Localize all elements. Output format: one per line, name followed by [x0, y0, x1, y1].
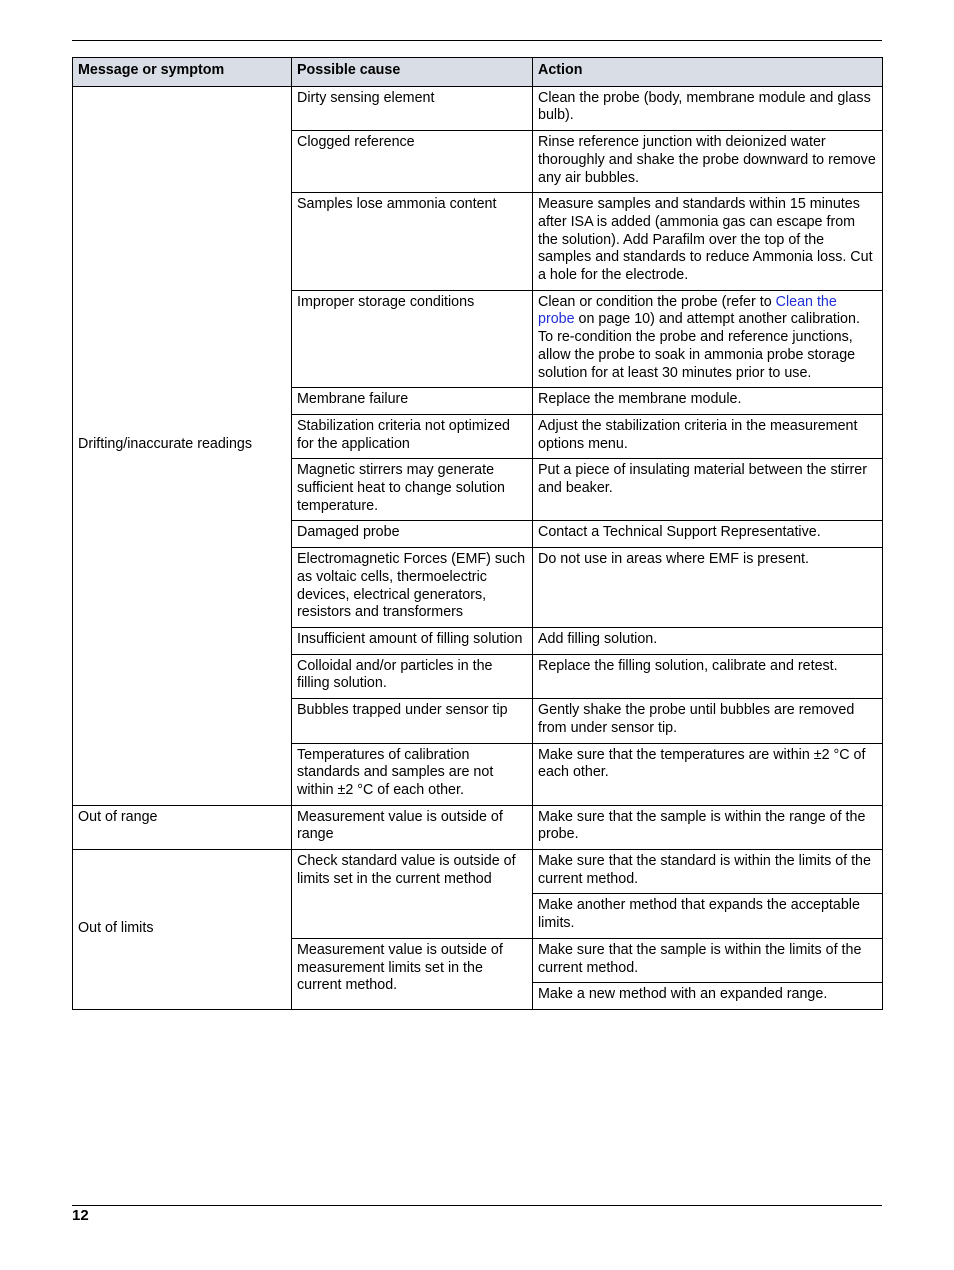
action-cell: Make another method that expands the acceptable limits.	[533, 894, 883, 938]
header-symptom: Message or symptom	[73, 58, 292, 87]
action-cell: Put a piece of insulating material between the stirrer and beaker.	[533, 459, 883, 521]
cause-cell: Measurement value is outside of range	[292, 805, 533, 849]
table-header-row	[73, 58, 883, 87]
cause-cell: Magnetic stirrers may generate sufficient heat to change solution temperature.	[292, 459, 533, 521]
table-row	[73, 850, 883, 894]
header-cause: Possible cause	[292, 58, 533, 87]
action-cell: Replace the filling solution, calibrate and retest.	[533, 654, 883, 698]
cause-cell: Clogged reference	[292, 131, 533, 193]
symptom-cell: Out of limits	[73, 850, 292, 1010]
symptom-cell: Out of range	[73, 805, 292, 849]
footer-rule	[72, 1205, 882, 1206]
cause-cell: Samples lose ammonia content	[292, 193, 533, 291]
clean-probe-link[interactable]: Clean the probe	[538, 293, 837, 328]
table-row	[73, 86, 883, 130]
table-row	[73, 805, 883, 849]
action-cell: Gently shake the probe until bubbles are removed from under sensor tip.	[533, 699, 883, 743]
cause-cell: Colloidal and/or particles in the filling solution.	[292, 654, 533, 698]
cause-cell: Stabilization criteria not optimized for the application	[292, 414, 533, 458]
troubleshooting-table	[72, 57, 883, 1010]
action-cell: Contact a Technical Support Representative.	[533, 521, 883, 548]
cause-cell: Insufficient amount of filling solution	[292, 627, 533, 654]
cause-cell: Check standard value is outside of limits set in the current method	[292, 850, 533, 939]
action-cell: Measure samples and standards within 15 minutes after ISA is added (ammonia gas can escape from the solution). Add Parafilm over the top of the samples and standards to reduce Ammonia loss. Cut a hole for the electrode.	[533, 193, 883, 291]
symptom-cell: Drifting/inaccurate readings	[73, 86, 292, 805]
cause-cell: Temperatures of calibration standards and samples are not within ±2 °C of each other.	[292, 743, 533, 805]
action-text: Clean or condition the probe (refer to	[538, 293, 776, 310]
action-cell: Rinse reference junction with deionized water thoroughly and shake the probe downward to remove any air bubbles.	[533, 131, 883, 193]
action-cell: Make sure that the standard is within the limits of the current method.	[533, 850, 883, 894]
action-cell: Adjust the stabilization criteria in the measurement options menu.	[533, 414, 883, 458]
action-cell: Replace the membrane module.	[533, 388, 883, 415]
header-rule	[72, 40, 882, 41]
cause-cell: Improper storage conditions	[292, 290, 533, 388]
header-action: Action	[533, 58, 883, 87]
cause-cell: Membrane failure	[292, 388, 533, 415]
action-cell: Make sure that the sample is within the range of the probe.	[533, 805, 883, 849]
action-cell: Make sure that the temperatures are within ±2 °C of each other.	[533, 743, 883, 805]
cause-cell: Damaged probe	[292, 521, 533, 548]
cause-cell: Measurement value is outside of measurement limits set in the current method.	[292, 938, 533, 1009]
action-cell: Clean the probe (body, membrane module and glass bulb).	[533, 86, 883, 130]
page-number: 12	[72, 1207, 89, 1224]
action-cell: Do not use in areas where EMF is present.	[533, 548, 883, 628]
action-cell	[533, 290, 883, 388]
action-cell: Make a new method with an expanded range.	[533, 983, 883, 1010]
cause-cell: Electromagnetic Forces (EMF) such as voltaic cells, thermoelectric devices, electrical generators, resistors and transformers	[292, 548, 533, 628]
action-text: on page 10) and attempt another calibration. To re-condition the probe and reference junctions, allow the probe to soak in ammonia probe storage solution for at least 30 minutes prior to use.	[538, 311, 860, 381]
cause-cell: Dirty sensing element	[292, 86, 533, 130]
cause-cell: Bubbles trapped under sensor tip	[292, 699, 533, 743]
action-cell: Add filling solution.	[533, 627, 883, 654]
action-cell: Make sure that the sample is within the limits of the current method.	[533, 938, 883, 982]
